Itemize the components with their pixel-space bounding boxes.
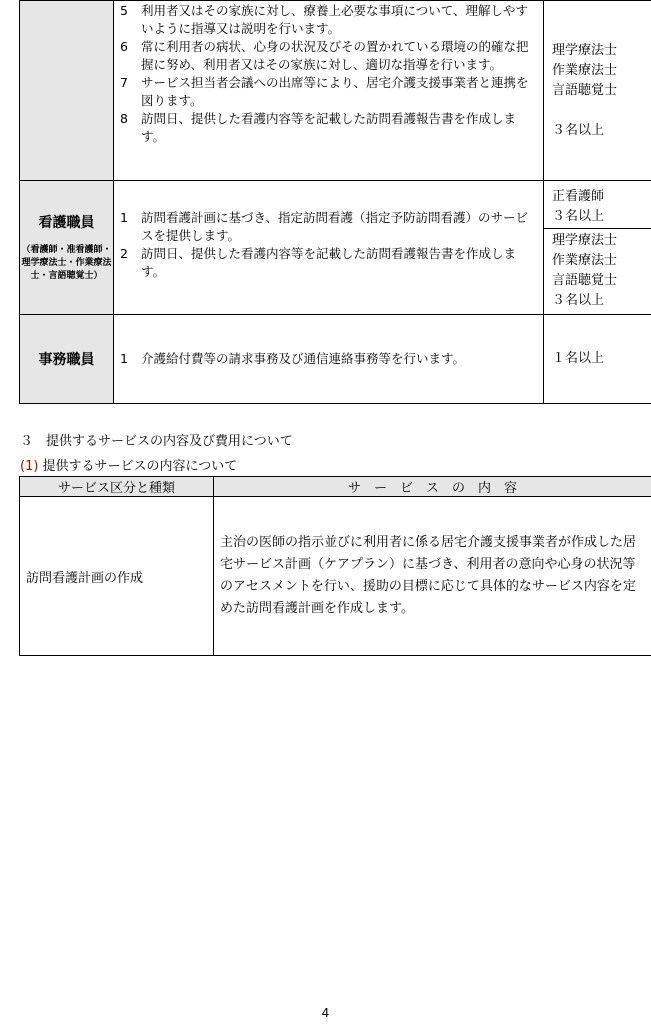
service-category: 訪問看護計画の作成 xyxy=(20,497,214,656)
table-row xyxy=(20,497,651,656)
duty-item: 5 利用者又はその家族に対し、療養上必要な事項について、理解しやすいように指導又は説明を行います。 xyxy=(120,3,529,36)
qualification-count: １名以上 xyxy=(552,351,605,366)
qualification-count: ３名以上 xyxy=(552,123,605,138)
qualification-line: 作業療法士 xyxy=(552,63,618,78)
role-cell-blank xyxy=(20,1,114,181)
subsection-title: 提供するサービスの内容について xyxy=(38,459,238,474)
qualification-line: 正看護師 xyxy=(552,189,605,204)
duties-cell xyxy=(114,181,544,315)
duty-item: 1 訪問看護計画に基づき、指定訪問看護（指定予防訪問看護）のサービスを提供します。 xyxy=(120,210,529,243)
qualification-line: 理学療法士 xyxy=(552,233,618,248)
qualification-line: 理学療法士 xyxy=(552,43,618,58)
duty-item: 2 訪問日、提供した看護内容等を記載した訪問看護報告書を作成します。 xyxy=(120,246,517,279)
column-header: サ ー ビ ス の 内 容 xyxy=(214,477,651,497)
role-cell xyxy=(20,315,114,404)
service-table-header xyxy=(20,477,651,497)
role-note: （看護師・准看護師・理学療法士・作業療法士・言語聴覚士） xyxy=(21,245,112,281)
service-content: 主治の医師の指示並びに利用者に係る居宅介護支援事業者が作成した居宅サービス計画（ケアプラン）に基づき、利用者の意向や心身の状況等のアセスメントを行い、援助の目標に応じて具体的なサービス内容を定めた訪問看護計画を作成します。 xyxy=(214,497,651,656)
service-table xyxy=(19,476,651,656)
staff-table xyxy=(19,0,651,404)
staff-row xyxy=(20,181,651,315)
duty-item: 8 訪問日、提供した看護内容等を記載した訪問看護報告書を作成します。 xyxy=(120,111,517,144)
qualification-cell xyxy=(544,1,651,181)
qualification-cell xyxy=(544,315,651,404)
qualification-line: 言語聴覚士 xyxy=(552,83,618,98)
duties-cell xyxy=(114,315,544,404)
qualification-cell xyxy=(544,181,651,315)
subsection-number: (1) xyxy=(20,459,39,474)
qualification-line: 言語聴覚士 xyxy=(552,273,618,288)
duty-item: 6 常に利用者の病状、心身の状況及びその置かれている環境の的確な把握に努め、利用者又はその家族に対し、適切な指導を行います。 xyxy=(120,39,529,72)
qualification-count: ３名以上 xyxy=(552,293,605,308)
duty-item: 7 サービス担当者会議への出席等により、居宅介護支援事業者と連携を図ります。 xyxy=(120,75,529,108)
qualification-count: ３名以上 xyxy=(552,209,605,224)
role-name: 事務職員 xyxy=(38,352,95,368)
staff-row xyxy=(20,315,651,404)
role-cell xyxy=(20,181,114,315)
subsection-heading xyxy=(20,455,237,474)
page-number: 4 xyxy=(321,1006,330,1020)
staff-row xyxy=(20,1,651,181)
role-name: 看護職員 xyxy=(38,215,95,231)
duties-cell xyxy=(114,1,544,181)
qualification-line: 作業療法士 xyxy=(552,253,618,268)
column-header: サービス区分と種類 xyxy=(20,477,214,497)
section-heading: ３ 提供するサービスの内容及び費用について xyxy=(20,434,293,449)
duty-item: 1 介護給付費等の請求事務及び通信連絡事務等を行います。 xyxy=(120,351,466,366)
